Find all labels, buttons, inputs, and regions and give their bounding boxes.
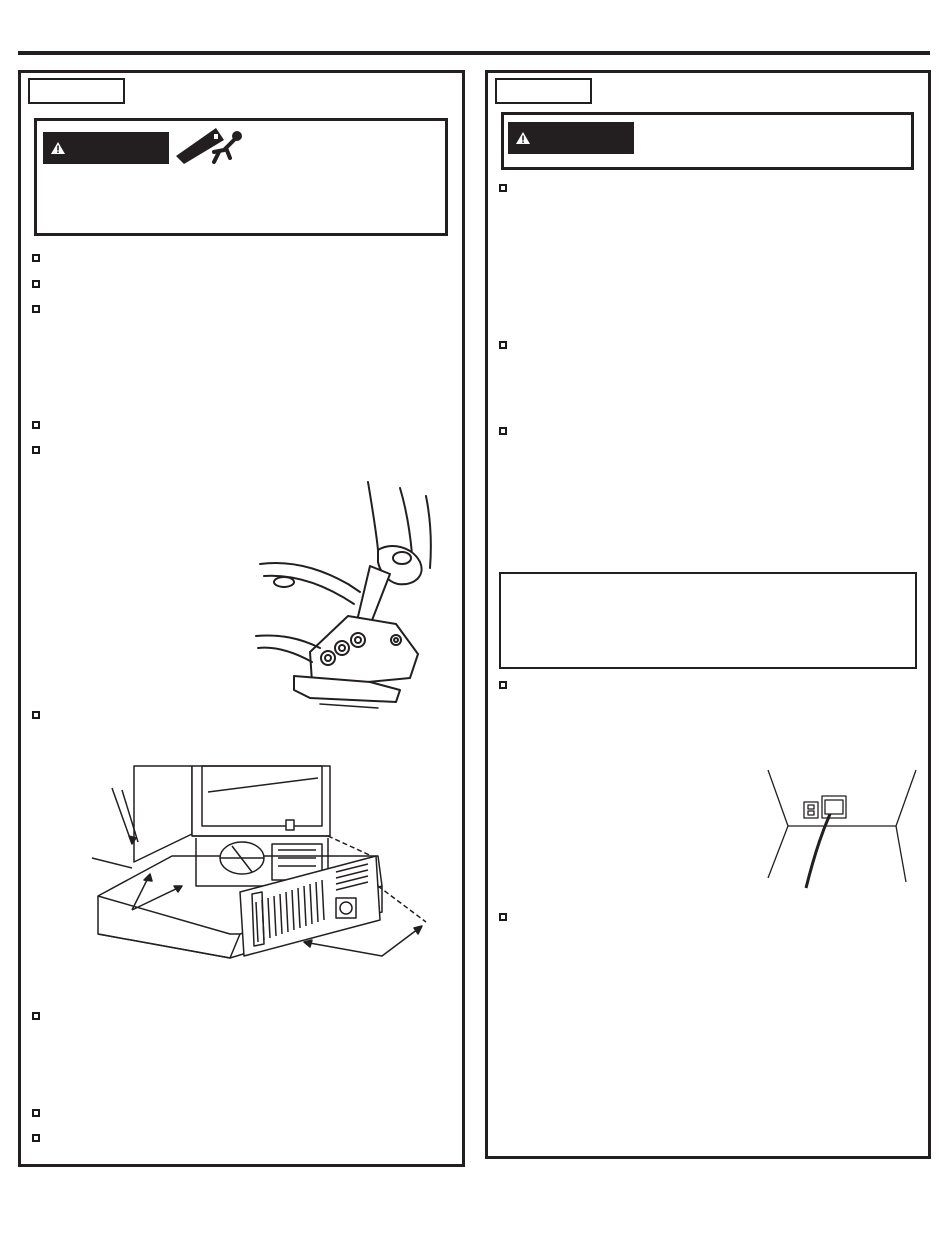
- warning-triangle-icon: [516, 132, 530, 144]
- left-warning-text: [44, 172, 440, 228]
- hinge-adjustment-illustration: [250, 476, 450, 708]
- warning-triangle-icon: [51, 142, 65, 154]
- right-warning-label: [508, 122, 634, 154]
- bullet-square-icon: [499, 184, 507, 192]
- right-step-tab: [495, 78, 592, 104]
- left-warning-label: [43, 132, 169, 164]
- bullet-square-icon: [499, 341, 507, 349]
- bullet-square-icon: [32, 421, 40, 429]
- bullet-square-icon: [32, 254, 40, 262]
- bullet-square-icon: [499, 427, 507, 435]
- bullet-square-icon: [32, 305, 40, 313]
- bullet-square-icon: [32, 1134, 40, 1142]
- bullet-square-icon: [32, 280, 40, 288]
- bullet-square-icon: [32, 1109, 40, 1117]
- bullet-square-icon: [32, 711, 40, 719]
- wall-outlet-illustration: [766, 770, 918, 888]
- left-step-tab: [28, 78, 125, 104]
- bullet-square-icon: [32, 1012, 40, 1020]
- header-rule: [18, 51, 930, 55]
- right-note-box: [499, 572, 917, 669]
- bullet-square-icon: [499, 681, 507, 689]
- bullet-square-icon: [32, 446, 40, 454]
- base-grille-illustration: [92, 762, 440, 962]
- bullet-square-icon: [499, 913, 507, 921]
- tip-over-hazard-icon: [174, 122, 246, 166]
